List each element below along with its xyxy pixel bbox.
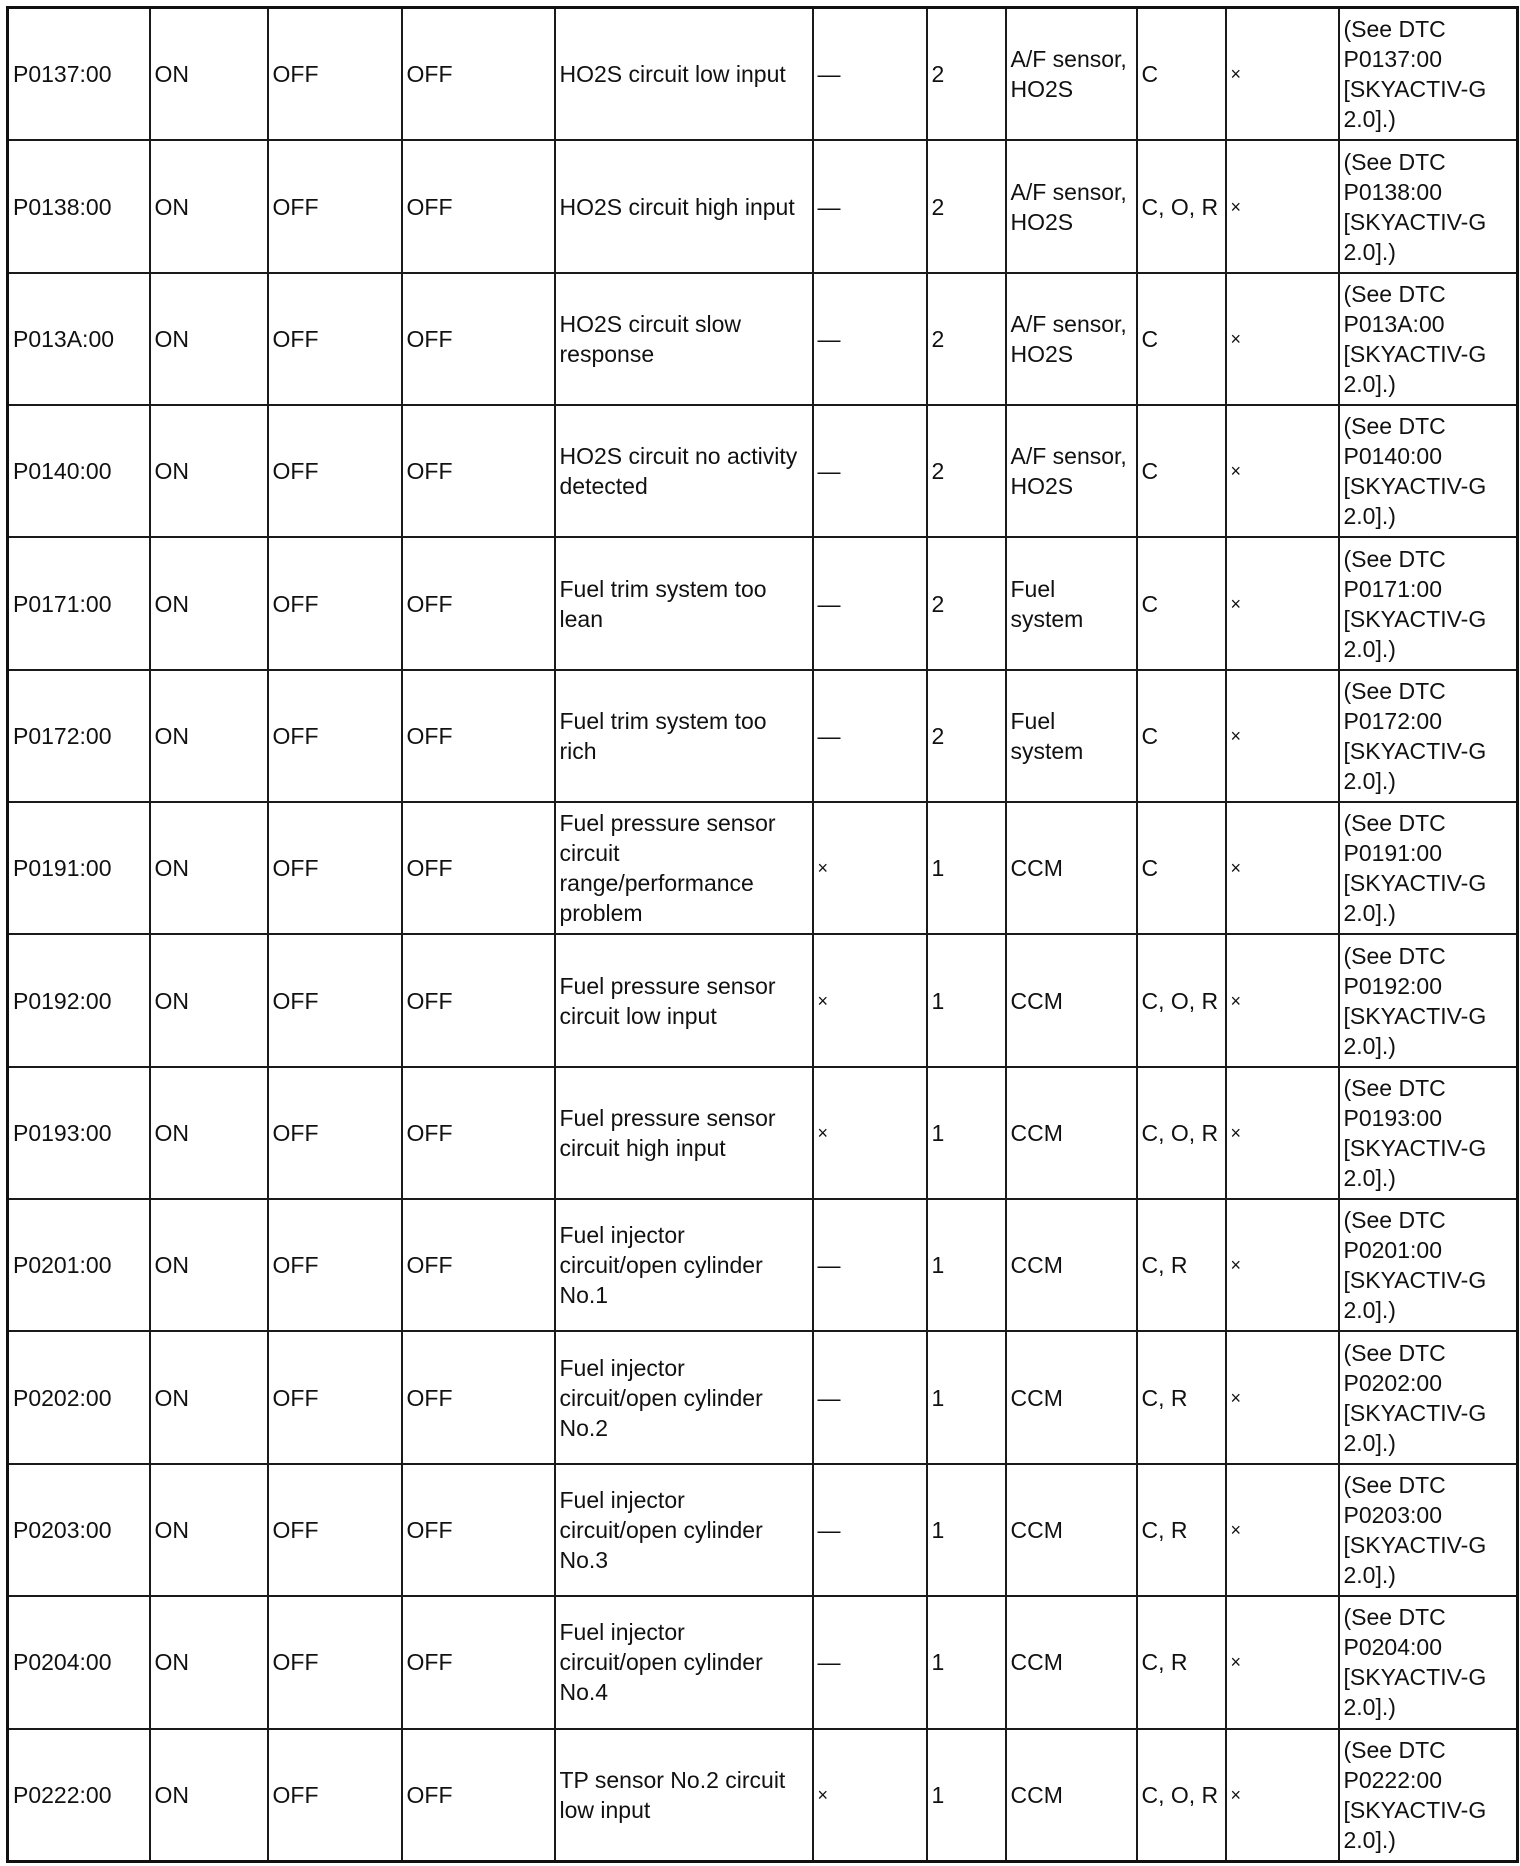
dtc-output-cell: C, O, R	[1137, 1729, 1226, 1862]
col-9-cell: ×	[1226, 802, 1339, 934]
col-9-cell: ×	[1226, 1067, 1339, 1199]
col-5-cell: —	[813, 1331, 927, 1463]
dtc-output-cell: C	[1137, 405, 1226, 537]
status-col-3-cell: OFF	[402, 140, 555, 272]
monitor-item-cell: CCM	[1006, 802, 1137, 934]
reference-link-cell[interactable]: (See DTC P0191:00 [SKYACTIV-G 2.0].)	[1339, 802, 1518, 934]
mil-cell: ON	[150, 273, 268, 405]
table-row	[8, 802, 1518, 934]
reference-link-cell[interactable]: (See DTC P0203:00 [SKYACTIV-G 2.0].)	[1339, 1464, 1518, 1596]
dtc-output-cell: C, R	[1137, 1596, 1226, 1728]
reference-link-cell[interactable]: (See DTC P013A:00 [SKYACTIV-G 2.0].)	[1339, 273, 1518, 405]
drive-cycle-cell: 2	[927, 140, 1006, 272]
status-col-3-cell: OFF	[402, 273, 555, 405]
monitor-item-cell: Fuel system	[1006, 537, 1137, 669]
table-row	[8, 1331, 1518, 1463]
table-row	[8, 537, 1518, 669]
drive-cycle-cell: 2	[927, 670, 1006, 802]
col-9-cell: ×	[1226, 1199, 1339, 1331]
description-cell: Fuel injector circuit/open cylinder No.1	[555, 1199, 813, 1331]
table-row	[8, 1067, 1518, 1199]
monitor-item-cell: A/F sensor, HO2S	[1006, 8, 1137, 141]
status-col-2-cell: OFF	[268, 802, 402, 934]
dtc-code-cell: P0202:00	[8, 1331, 150, 1463]
col-9-cell: ×	[1226, 273, 1339, 405]
col-5-cell: —	[813, 537, 927, 669]
col-9-cell: ×	[1226, 1464, 1339, 1596]
description-cell: HO2S circuit no activity detected	[555, 405, 813, 537]
reference-link-cell[interactable]: (See DTC P0172:00 [SKYACTIV-G 2.0].)	[1339, 670, 1518, 802]
dtc-code-cell: P0171:00	[8, 537, 150, 669]
table-row	[8, 1729, 1518, 1862]
col-5-cell: —	[813, 1596, 927, 1728]
dtc-code-cell: P0192:00	[8, 934, 150, 1066]
reference-link-cell[interactable]: (See DTC P0171:00 [SKYACTIV-G 2.0].)	[1339, 537, 1518, 669]
monitor-item-cell: CCM	[1006, 1067, 1137, 1199]
mil-cell: ON	[150, 1729, 268, 1862]
status-col-2-cell: OFF	[268, 1464, 402, 1596]
table-row	[8, 1199, 1518, 1331]
drive-cycle-cell: 1	[927, 1331, 1006, 1463]
drive-cycle-cell: 1	[927, 1199, 1006, 1331]
status-col-2-cell: OFF	[268, 405, 402, 537]
drive-cycle-cell: 1	[927, 1729, 1006, 1862]
monitor-item-cell: CCM	[1006, 1331, 1137, 1463]
reference-link-cell[interactable]: (See DTC P0138:00 [SKYACTIV-G 2.0].)	[1339, 140, 1518, 272]
col-9-cell: ×	[1226, 1729, 1339, 1862]
col-5-cell: —	[813, 1464, 927, 1596]
drive-cycle-cell: 1	[927, 1464, 1006, 1596]
table-row	[8, 140, 1518, 272]
drive-cycle-cell: 1	[927, 802, 1006, 934]
monitor-item-cell: A/F sensor, HO2S	[1006, 405, 1137, 537]
table-row	[8, 670, 1518, 802]
col-9-cell: ×	[1226, 405, 1339, 537]
reference-link-cell[interactable]: (See DTC P0140:00 [SKYACTIV-G 2.0].)	[1339, 405, 1518, 537]
dtc-output-cell: C	[1137, 670, 1226, 802]
mil-cell: ON	[150, 1067, 268, 1199]
status-col-3-cell: OFF	[402, 1199, 555, 1331]
status-col-2-cell: OFF	[268, 1199, 402, 1331]
monitor-item-cell: CCM	[1006, 1729, 1137, 1862]
col-5-cell: —	[813, 8, 927, 141]
drive-cycle-cell: 1	[927, 1596, 1006, 1728]
status-col-2-cell: OFF	[268, 8, 402, 141]
mil-cell: ON	[150, 934, 268, 1066]
drive-cycle-cell: 2	[927, 537, 1006, 669]
reference-link-cell[interactable]: (See DTC P0222:00 [SKYACTIV-G 2.0].)	[1339, 1729, 1518, 1862]
status-col-2-cell: OFF	[268, 1729, 402, 1862]
mil-cell: ON	[150, 537, 268, 669]
description-cell: Fuel injector circuit/open cylinder No.4	[555, 1596, 813, 1728]
description-cell: Fuel pressure sensor circuit low input	[555, 934, 813, 1066]
dtc-output-cell: C	[1137, 273, 1226, 405]
table-row	[8, 273, 1518, 405]
monitor-item-cell: CCM	[1006, 1199, 1137, 1331]
table-row	[8, 1596, 1518, 1728]
mil-cell: ON	[150, 1596, 268, 1728]
col-9-cell: ×	[1226, 8, 1339, 141]
description-cell: Fuel trim system too lean	[555, 537, 813, 669]
mil-cell: ON	[150, 670, 268, 802]
reference-link-cell[interactable]: (See DTC P0193:00 [SKYACTIV-G 2.0].)	[1339, 1067, 1518, 1199]
dtc-output-cell: C	[1137, 8, 1226, 141]
status-col-3-cell: OFF	[402, 670, 555, 802]
dtc-code-cell: P0191:00	[8, 802, 150, 934]
dtc-output-cell: C, R	[1137, 1331, 1226, 1463]
status-col-2-cell: OFF	[268, 1596, 402, 1728]
col-5-cell: ×	[813, 802, 927, 934]
status-col-2-cell: OFF	[268, 537, 402, 669]
description-cell: HO2S circuit low input	[555, 8, 813, 141]
dtc-output-cell: C, R	[1137, 1199, 1226, 1331]
table-row	[8, 934, 1518, 1066]
col-9-cell: ×	[1226, 934, 1339, 1066]
dtc-code-cell: P0193:00	[8, 1067, 150, 1199]
dtc-code-cell: P0203:00	[8, 1464, 150, 1596]
drive-cycle-cell: 2	[927, 8, 1006, 141]
status-col-3-cell: OFF	[402, 802, 555, 934]
description-cell: Fuel injector circuit/open cylinder No.3	[555, 1464, 813, 1596]
reference-link-cell[interactable]: (See DTC P0202:00 [SKYACTIV-G 2.0].)	[1339, 1331, 1518, 1463]
description-cell: Fuel pressure sensor circuit range/performance problem	[555, 802, 813, 934]
col-5-cell: ×	[813, 1729, 927, 1862]
dtc-output-cell: C, O, R	[1137, 934, 1226, 1066]
table-row	[8, 405, 1518, 537]
mil-cell: ON	[150, 1199, 268, 1331]
mil-cell: ON	[150, 1464, 268, 1596]
col-9-cell: ×	[1226, 1331, 1339, 1463]
table-row	[8, 8, 1518, 141]
description-cell: Fuel trim system too rich	[555, 670, 813, 802]
dtc-output-cell: C, R	[1137, 1464, 1226, 1596]
dtc-code-cell: P013A:00	[8, 273, 150, 405]
reference-link-cell[interactable]: (See DTC P0192:00 [SKYACTIV-G 2.0].)	[1339, 934, 1518, 1066]
col-5-cell: —	[813, 405, 927, 537]
description-cell: TP sensor No.2 circuit low input	[555, 1729, 813, 1862]
status-col-2-cell: OFF	[268, 1331, 402, 1463]
monitor-item-cell: Fuel system	[1006, 670, 1137, 802]
reference-link-cell[interactable]: (See DTC P0201:00 [SKYACTIV-G 2.0].)	[1339, 1199, 1518, 1331]
monitor-item-cell: A/F sensor, HO2S	[1006, 273, 1137, 405]
dtc-code-cell: P0204:00	[8, 1596, 150, 1728]
col-5-cell: —	[813, 140, 927, 272]
dtc-table	[6, 6, 1519, 1863]
description-cell: HO2S circuit slow response	[555, 273, 813, 405]
status-col-2-cell: OFF	[268, 273, 402, 405]
reference-link-cell[interactable]: (See DTC P0204:00 [SKYACTIV-G 2.0].)	[1339, 1596, 1518, 1728]
drive-cycle-cell: 1	[927, 1067, 1006, 1199]
dtc-code-cell: P0138:00	[8, 140, 150, 272]
status-col-3-cell: OFF	[402, 1729, 555, 1862]
status-col-3-cell: OFF	[402, 405, 555, 537]
status-col-3-cell: OFF	[402, 537, 555, 669]
mil-cell: ON	[150, 405, 268, 537]
monitor-item-cell: CCM	[1006, 1596, 1137, 1728]
status-col-3-cell: OFF	[402, 1067, 555, 1199]
status-col-2-cell: OFF	[268, 934, 402, 1066]
dtc-code-cell: P0201:00	[8, 1199, 150, 1331]
col-5-cell: —	[813, 1199, 927, 1331]
monitor-item-cell: CCM	[1006, 1464, 1137, 1596]
status-col-3-cell: OFF	[402, 1464, 555, 1596]
col-9-cell: ×	[1226, 670, 1339, 802]
drive-cycle-cell: 2	[927, 273, 1006, 405]
col-9-cell: ×	[1226, 140, 1339, 272]
dtc-code-cell: P0137:00	[8, 8, 150, 141]
col-5-cell: —	[813, 670, 927, 802]
status-col-2-cell: OFF	[268, 670, 402, 802]
drive-cycle-cell: 1	[927, 934, 1006, 1066]
col-5-cell: ×	[813, 1067, 927, 1199]
status-col-2-cell: OFF	[268, 140, 402, 272]
reference-link-cell[interactable]: (See DTC P0137:00 [SKYACTIV-G 2.0].)	[1339, 8, 1518, 141]
drive-cycle-cell: 2	[927, 405, 1006, 537]
status-col-3-cell: OFF	[402, 1596, 555, 1728]
description-cell: Fuel injector circuit/open cylinder No.2	[555, 1331, 813, 1463]
dtc-output-cell: C, O, R	[1137, 1067, 1226, 1199]
mil-cell: ON	[150, 8, 268, 141]
mil-cell: ON	[150, 1331, 268, 1463]
monitor-item-cell: CCM	[1006, 934, 1137, 1066]
dtc-table-body	[8, 8, 1518, 1862]
dtc-code-cell: P0140:00	[8, 405, 150, 537]
dtc-output-cell: C	[1137, 537, 1226, 669]
description-cell: HO2S circuit high input	[555, 140, 813, 272]
status-col-3-cell: OFF	[402, 1331, 555, 1463]
col-5-cell: ×	[813, 934, 927, 1066]
col-9-cell: ×	[1226, 537, 1339, 669]
col-5-cell: —	[813, 273, 927, 405]
dtc-code-cell: P0172:00	[8, 670, 150, 802]
dtc-output-cell: C	[1137, 802, 1226, 934]
status-col-2-cell: OFF	[268, 1067, 402, 1199]
table-row	[8, 1464, 1518, 1596]
col-9-cell: ×	[1226, 1596, 1339, 1728]
dtc-code-cell: P0222:00	[8, 1729, 150, 1862]
status-col-3-cell: OFF	[402, 8, 555, 141]
monitor-item-cell: A/F sensor, HO2S	[1006, 140, 1137, 272]
description-cell: Fuel pressure sensor circuit high input	[555, 1067, 813, 1199]
status-col-3-cell: OFF	[402, 934, 555, 1066]
mil-cell: ON	[150, 140, 268, 272]
mil-cell: ON	[150, 802, 268, 934]
dtc-output-cell: C, O, R	[1137, 140, 1226, 272]
